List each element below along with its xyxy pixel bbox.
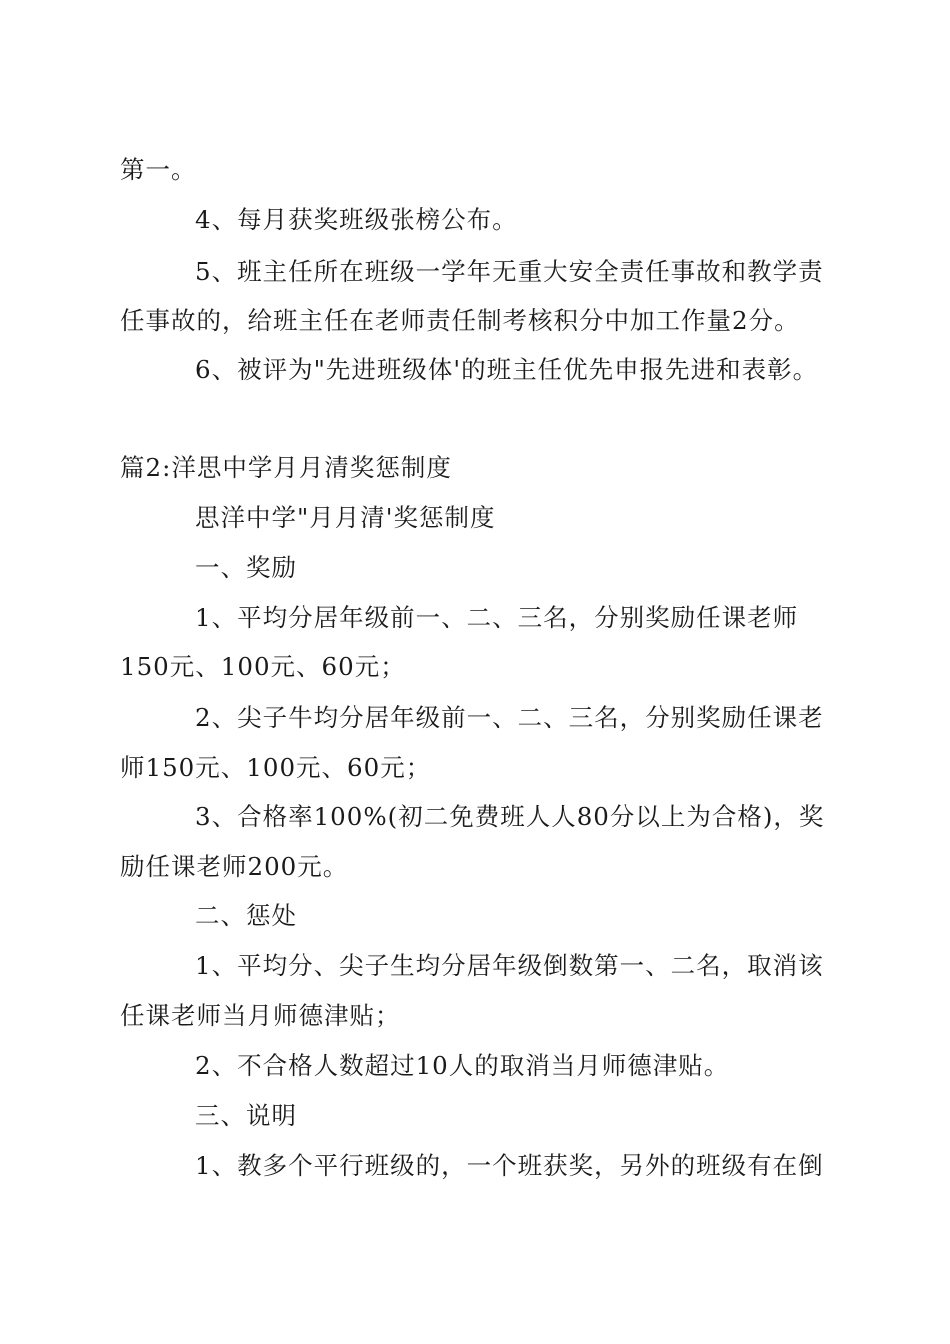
text-line: 1、平均分居年级前一、二、三名，分别奖励任课老师 xyxy=(195,603,799,632)
subsection-heading: 三、说明 xyxy=(195,1101,297,1130)
text-line: 2、尖子牛均分居年级前一、二、三名，分别奖励任课老 xyxy=(195,703,824,732)
document-title: 思洋中学"月月清'奖惩制度 xyxy=(195,503,496,532)
text-line: 2、不合格人数超过10人的取消当月师德津贴。 xyxy=(195,1051,730,1080)
section-heading: 篇2:洋思中学月月清奖惩制度 xyxy=(120,453,452,482)
text-line: 1、教多个平行班级的，一个班获奖，另外的班级有在倒 xyxy=(195,1151,824,1180)
text-line: 第一。 xyxy=(120,155,197,184)
text-line: 6、被评为"先进班级体'的班主任优先申报先进和表彰。 xyxy=(195,355,819,384)
subsection-heading: 一、奖励 xyxy=(195,553,297,582)
text-line: 5、班主任所在班级一学年无重大安全责任事故和教学责 xyxy=(195,257,824,286)
text-line: 3、合格率100%(初二免费班人人80分以上为合格)，奖 xyxy=(195,802,825,831)
text-line: 师150元、100元、60元； xyxy=(120,753,432,782)
text-line: 4、每月获奖班级张榜公布。 xyxy=(195,205,518,234)
text-line: 150元、100元、60元； xyxy=(120,652,406,681)
text-line: 任课老师当月师德津贴； xyxy=(120,1001,401,1030)
text-line: 1、平均分、尖子生均分居年级倒数第一、二名，取消该 xyxy=(195,951,824,980)
text-line: 励任课老师200元。 xyxy=(120,852,349,881)
subsection-heading: 二、惩处 xyxy=(195,901,297,930)
text-line: 任事故的，给班主任在老师责任制考核积分中加工作量2分。 xyxy=(120,306,800,335)
